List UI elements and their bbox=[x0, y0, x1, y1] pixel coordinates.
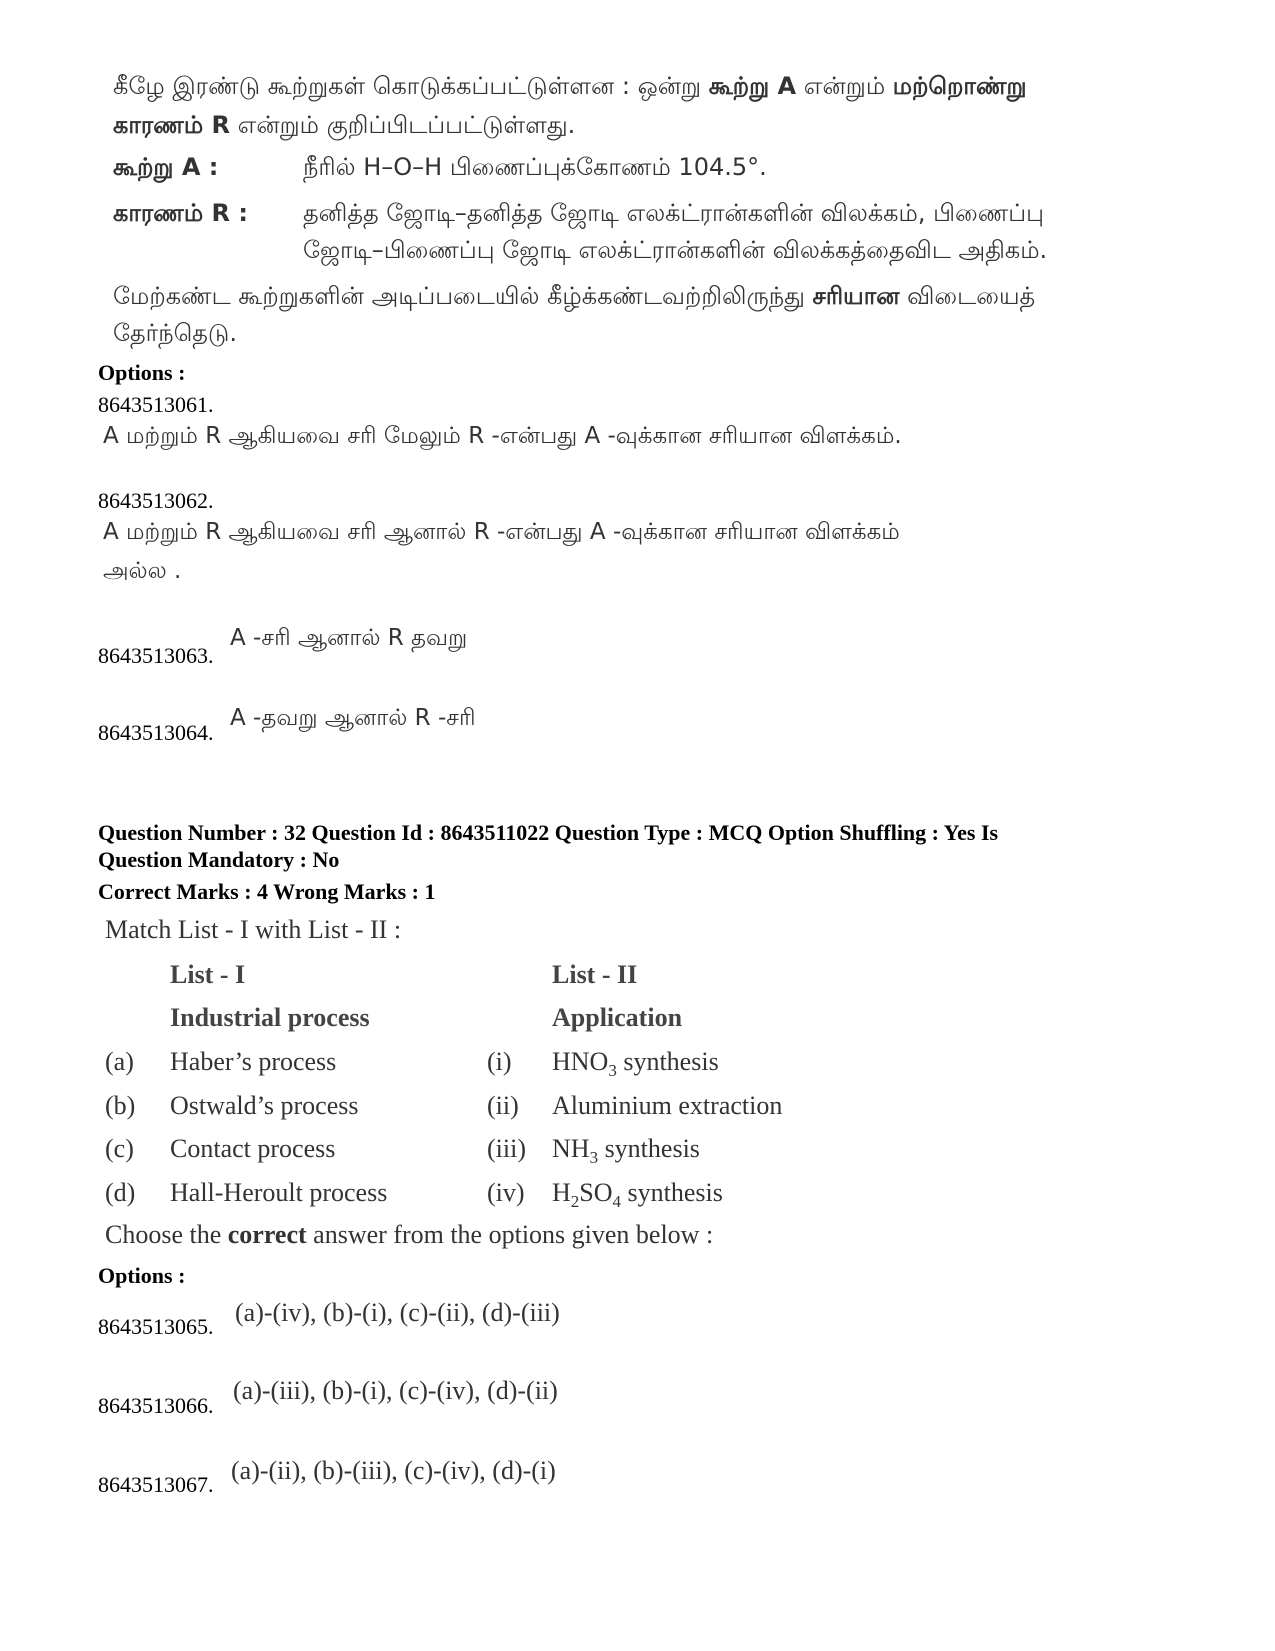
list2-subtitle: Application bbox=[552, 1003, 683, 1032]
row-label: (c) bbox=[105, 1134, 134, 1163]
q31-intro-text-2: என்றும் bbox=[796, 72, 893, 100]
option-text[interactable]: (a)-(iv), (b)-(i), (c)-(ii), (d)-(iii) bbox=[235, 1298, 560, 1327]
assertion-text: நீரில் H–O–H பிணைப்புக்கோணம் 104.5°. bbox=[303, 153, 767, 181]
q32-choose-text-2: answer from the options given below : bbox=[306, 1220, 714, 1249]
q31-intro-reason: காரணம் R bbox=[113, 111, 230, 139]
row-label: (a) bbox=[105, 1047, 134, 1076]
q31-intro-text: கீழே இரண்டு கூற்றுகள் கொடுக்கப்பட்டுள்ளன : ஒன்று bbox=[113, 72, 709, 100]
option-id: 8643513064. bbox=[98, 720, 214, 745]
q32-header-line2: Question Mandatory : No bbox=[98, 847, 340, 872]
option-id: 8643513063. bbox=[98, 643, 214, 668]
q31-options-label: Options : bbox=[98, 360, 186, 385]
option-id: 8643513066. bbox=[98, 1393, 214, 1418]
row-label: (b) bbox=[105, 1091, 136, 1120]
row-process: Ostwald’s process bbox=[170, 1091, 359, 1120]
row-process: Contact process bbox=[170, 1134, 336, 1163]
row-application: $HNO_3$ synthesis bbox=[552, 1047, 719, 1080]
row-num: (ii) bbox=[487, 1091, 519, 1120]
option-id: 8643513062. bbox=[98, 488, 214, 513]
q31-choose-text: மேற்கண்ட கூற்றுகளின் அடிப்படையில் கீழ்க்கண்டவற்றிலிருந்து bbox=[113, 282, 813, 310]
q31-intro-assertion: கூற்று A bbox=[708, 72, 797, 100]
q31-choose-text-2: விடையைத் bbox=[899, 282, 1036, 310]
q31-choose-line1 bbox=[113, 282, 1035, 313]
q31-choose-line2: தேர்ந்தெடு. bbox=[113, 319, 237, 347]
q32-header-line1: Question Number : 32 Question Id : 8643511022 Question Type : MCQ Option Shuffling : Yes Is bbox=[98, 820, 999, 845]
list1-subtitle: Industrial process bbox=[170, 1003, 370, 1032]
row-num: (i) bbox=[487, 1047, 512, 1076]
option-id: 8643513065. bbox=[98, 1314, 214, 1339]
row-process: Haber’s process bbox=[170, 1047, 337, 1076]
q31-intro-text-3: என்றும் குறிப்பிடப்பட்டுள்ளது. bbox=[229, 111, 576, 139]
q32-choose-correct: correct bbox=[227, 1220, 307, 1249]
option-text[interactable]: (a)-(iii), (b)-(i), (c)-(iv), (d)-(ii) bbox=[233, 1376, 558, 1405]
option-id: 8643513061. bbox=[98, 392, 214, 417]
q32-choose-text: Choose the bbox=[105, 1220, 228, 1249]
row-num: (iv) bbox=[487, 1178, 525, 1207]
row-application: Aluminium extraction bbox=[552, 1091, 783, 1120]
q32-options-label: Options : bbox=[98, 1263, 186, 1288]
option-text-line2[interactable]: அல்ல . bbox=[103, 558, 182, 584]
option-text[interactable]: A -சரி ஆனால் R தவறு bbox=[230, 625, 468, 651]
row-process: Hall-Heroult process bbox=[170, 1178, 388, 1207]
q32-marks: Correct Marks : 4 Wrong Marks : 1 bbox=[98, 879, 436, 904]
reason-line1: தனித்த ஜோடி–தனித்த ஜோடி எலக்ட்ரான்களின் விலக்கம், பிணைப்பு bbox=[303, 199, 1044, 227]
q31-intro-other: மற்றொண்று bbox=[892, 72, 1027, 100]
option-id: 8643513067. bbox=[98, 1472, 214, 1497]
q32-choose bbox=[105, 1220, 713, 1250]
option-text[interactable]: A மற்றும் R ஆகியவை சரி ஆனால் R -என்பது A -வுக்கான சரியான விளக்கம் bbox=[103, 519, 900, 545]
row-num: (iii) bbox=[487, 1134, 526, 1163]
row-application: $NH_3$ synthesis bbox=[552, 1134, 700, 1167]
reason-label: காரணம் R : bbox=[113, 199, 248, 227]
option-text[interactable]: A -தவறு ஆனால் R -சரி bbox=[230, 705, 476, 731]
q31-intro-line2 bbox=[113, 111, 575, 142]
list1-title: List - I bbox=[170, 960, 246, 989]
option-text[interactable]: (a)-(ii), (b)-(iii), (c)-(iv), (d)-(i) bbox=[231, 1456, 556, 1485]
assertion-label: கூற்று A : bbox=[113, 153, 219, 181]
option-text[interactable]: A மற்றும் R ஆகியவை சரி மேலும் R -என்பது A -வுக்கான சரியான விளக்கம். bbox=[103, 423, 902, 449]
row-label: (d) bbox=[105, 1178, 136, 1207]
q31-choose-correct: சரியான bbox=[812, 282, 900, 310]
list2-title: List - II bbox=[552, 960, 638, 989]
row-application: $H_2SO_4$ synthesis bbox=[552, 1178, 723, 1211]
reason-line2: ஜோடி–பிணைப்பு ஜோடி எலக்ட்ரான்களின் விலக்கத்தைவிட அதிகம். bbox=[303, 236, 1048, 264]
q31-intro-line1 bbox=[113, 72, 1027, 103]
match-title: Match List - I with List - II : bbox=[105, 915, 402, 944]
